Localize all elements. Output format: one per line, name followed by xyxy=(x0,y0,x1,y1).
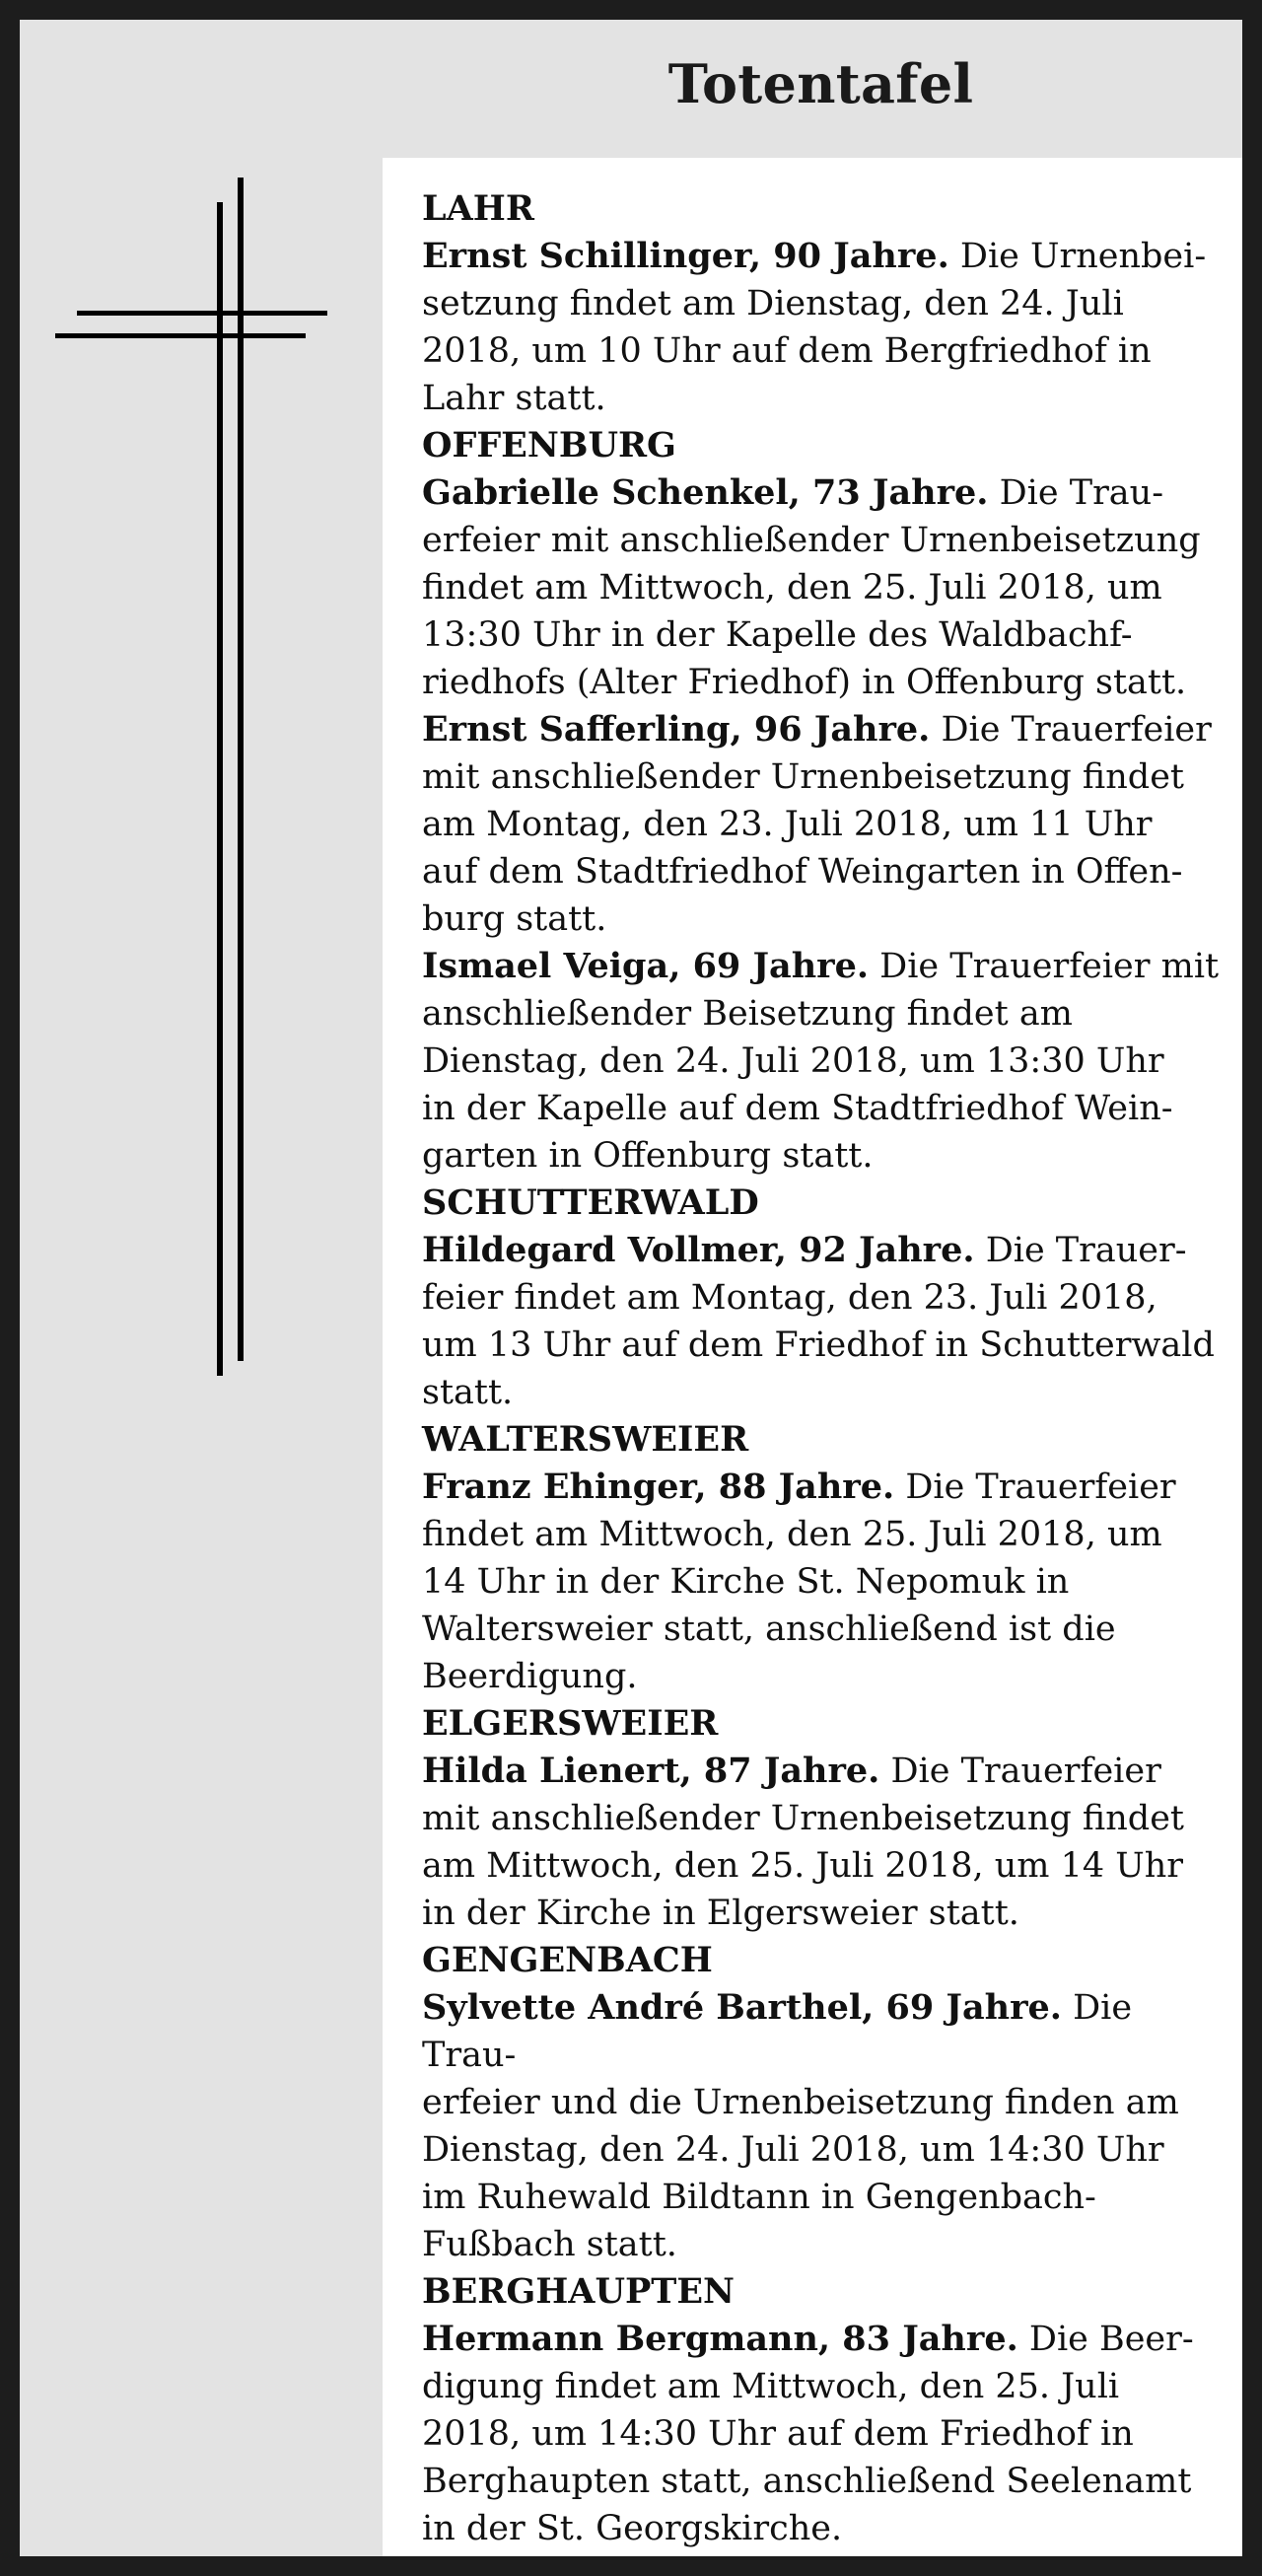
deceased-name: Hilda Lienert, 87 Jahre. xyxy=(422,1751,880,1791)
section-place: GENGENBACH xyxy=(422,1940,713,1980)
obituary-entry xyxy=(422,469,1221,706)
obituary-text: Die Trauerfeier mit anschließender Urnenbeisetzung findet am Montag, den 23. Juli 2018, um 11 Uhr auf dem Stadtfriedhof Weingarten in Offen- burg statt. xyxy=(422,710,1212,939)
obituary-text: Die Trauerfeier findet am Mittwoch, den 25. Juli 2018, um 14 Uhr in der Kirche St. Nepomuk in Waltersweier statt, anschließend ist die Beerdigung. xyxy=(422,1467,1176,1696)
deceased-name: Hildegard Vollmer, 92 Jahre. xyxy=(422,1230,975,1270)
obituary-text: Die Trauer- feier findet am Montag, den 23. Juli 2018, um 13 Uhr auf dem Friedhof in Schutterwald statt. xyxy=(422,1231,1215,1412)
section-place: OFFENBURG xyxy=(422,425,676,465)
obituary-text: Die Trauerfeier mit anschließender Urnenbeisetzung findet am Mittwoch, den 25. Juli 2018, um 14 Uhr in der Kirche in Elgersweier statt. xyxy=(422,1752,1184,1933)
deceased-name: Ismael Veiga, 69 Jahre. xyxy=(422,946,870,986)
obituary-entry xyxy=(422,1227,1221,1416)
section-place: ELGERSWEIER xyxy=(422,1703,719,1744)
obituary-text: Die Urnenbei- setzung findet am Dienstag, den 24. Juli 2018, um 10 Uhr auf dem Bergfriedhof in Lahr statt. xyxy=(422,237,1207,418)
section-place: LAHR xyxy=(422,188,534,229)
section-place: WALTERSWEIER xyxy=(422,1419,749,1460)
page-title: Totentafel xyxy=(667,52,974,115)
obituary-entry xyxy=(422,2316,1221,2552)
obituary-text: Die Trauerfeier mit anschließender Beisetzung findet am Dienstag, den 24. Juli 2018, um 13:30 Uhr in der Kapelle auf dem Stadtfriedhof Wein- garten in Offenburg statt. xyxy=(422,947,1220,1176)
obituary-entry xyxy=(422,233,1221,422)
obituary-entry xyxy=(422,1464,1221,1700)
obituary-entry xyxy=(422,706,1221,943)
deceased-name: Ernst Schillinger, 90 Jahre. xyxy=(422,236,949,276)
obituary-list xyxy=(383,158,1242,2556)
obituary-text: Die Trau- erfeier mit anschließender Urnenbeisetzung findet am Mittwoch, den 25. Juli 2018, um 13:30 Uhr in der Kapelle des Waldbachf- riedhofs (Alter Friedhof) in Offenburg statt. xyxy=(422,473,1201,702)
deceased-name: Sylvette André Barthel, 69 Jahre. xyxy=(422,1987,1062,2028)
deceased-name: Gabrielle Schenkel, 73 Jahre. xyxy=(422,472,989,513)
obituary-entry xyxy=(422,1748,1221,1937)
obituary-text: Die Trau- erfeier und die Urnenbeisetzung finden am Dienstag, den 24. Juli 2018, um 14:30 Uhr im Ruhewald Bildtann in Gengenbach- Fußbach statt. xyxy=(422,1988,1179,2264)
deceased-name: Hermann Bergmann, 83 Jahre. xyxy=(422,2319,1018,2359)
obituary-text: Die Beer- digung findet am Mittwoch, den 25. Juli 2018, um 14:30 Uhr auf dem Friedhof in Berghaupten statt, anschließend Seelenamt in der St. Georgskirche. xyxy=(422,2320,1194,2548)
deceased-name: Ernst Safferling, 96 Jahre. xyxy=(422,709,931,750)
obituary-entry xyxy=(422,1984,1221,2268)
cross-icon xyxy=(20,20,383,1400)
deceased-name: Franz Ehinger, 88 Jahre. xyxy=(422,1467,895,1507)
section-place: BERGHAUPTEN xyxy=(422,2271,736,2312)
obituary-entry xyxy=(422,943,1221,1180)
section-place: SCHUTTERWALD xyxy=(422,1182,759,1223)
